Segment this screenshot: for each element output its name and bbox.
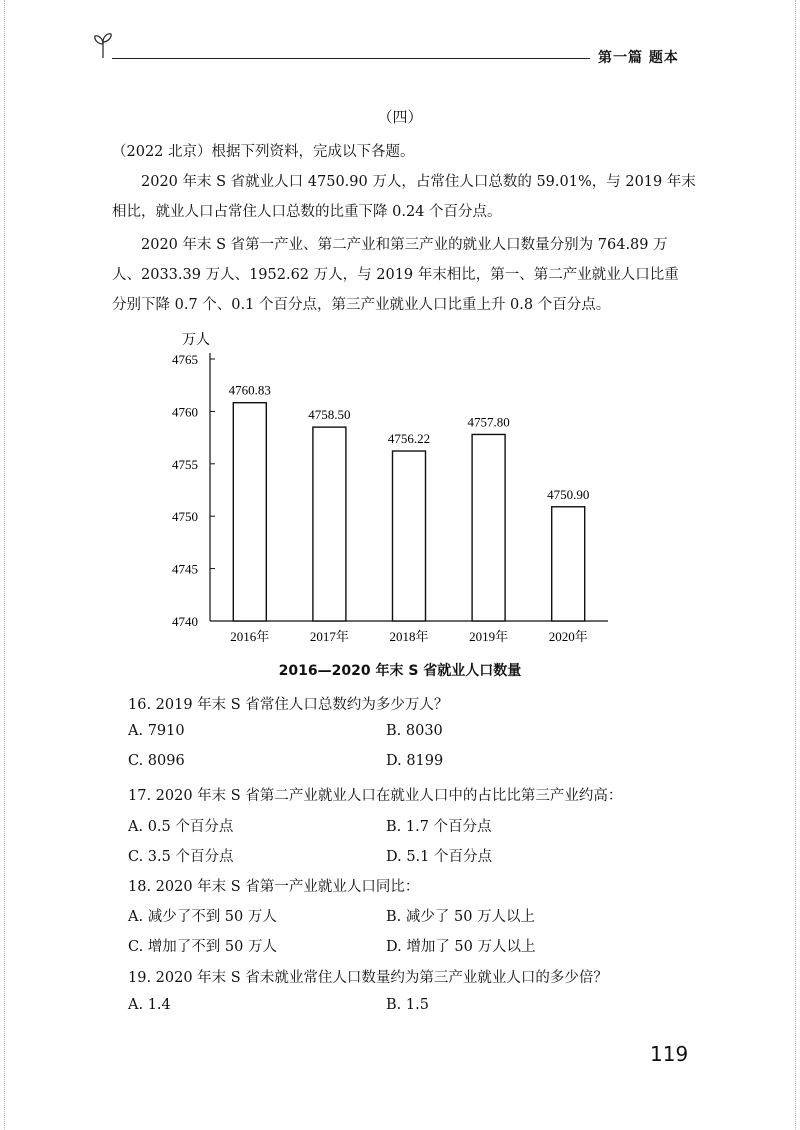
question-17-option-a[interactable]: A. 0.5 个百分点 — [128, 819, 234, 835]
paragraph-2 — [112, 230, 704, 320]
bar — [233, 403, 266, 621]
paragraph-1 — [112, 167, 704, 227]
y-tick-label: 4765 — [172, 352, 198, 367]
question-18-stem: 18. 2020 年末 S 省第一产业就业人口同比： — [128, 879, 420, 895]
x-tick-label: 2017年 — [309, 629, 349, 644]
question-16-stem: 16. 2019 年末 S 省常住人口总数约为多少万人？ — [128, 697, 449, 713]
x-tick-label: 2020年 — [548, 629, 588, 644]
question-16-option-c[interactable]: C. 8096 — [128, 753, 185, 769]
bar — [393, 451, 426, 621]
employment-bar-chart — [150, 324, 630, 654]
x-tick-label: 2019年 — [469, 629, 509, 644]
paragraph-2-line-3: 分别下降 0.7 个、0.1 个百分点，第三产业就业人口比重上升 0.8 个百分点。 — [112, 297, 611, 313]
bar — [472, 434, 505, 621]
question-19-option-a[interactable]: A. 1.4 — [128, 997, 171, 1013]
question-17-option-d[interactable]: D. 5.1 个百分点 — [386, 849, 492, 865]
scan-edge-left — [4, 0, 5, 1130]
question-19-stem: 19. 2020 年末 S 省未就业常住人口数量约为第三产业就业人口的多少倍？ — [128, 970, 608, 986]
question-17-stem: 17. 2020 年末 S 省第二产业就业人口在就业人口中的占比比第三产业约高： — [128, 788, 623, 804]
x-tick-label: 2016年 — [230, 629, 270, 644]
intro-text: （2022 北京）根据下列资料，完成以下各题。 — [112, 144, 415, 160]
page-number: 119 — [650, 1042, 689, 1066]
question-18-option-b[interactable]: B. 减少了 50 万人以上 — [386, 909, 536, 925]
question-19-option-b[interactable]: B. 1.5 — [386, 997, 429, 1013]
bar — [552, 507, 585, 621]
chart-title: 2016—2020 年末 S 省就业人口数量 — [278, 663, 522, 679]
paragraph-2-line-2: 人、2033.39 万人、1952.62 万人，与 2019 年末相比，第一、第二产业就业人口比重 — [112, 267, 679, 283]
bar-value-label: 4760.83 — [228, 382, 271, 398]
question-16-option-d[interactable]: D. 8199 — [386, 753, 444, 769]
question-18-option-a[interactable]: A. 减少了不到 50 万人 — [128, 909, 277, 925]
question-18-option-d[interactable]: D. 增加了 50 万人以上 — [386, 939, 536, 955]
question-17-option-c[interactable]: C. 3.5 个百分点 — [128, 849, 234, 865]
y-tick-label: 4745 — [172, 561, 198, 577]
x-tick-label: 2018年 — [389, 629, 429, 644]
y-tick-label: 4755 — [172, 456, 198, 472]
bar-value-label: 4758.50 — [308, 407, 351, 423]
sprout-icon — [88, 30, 118, 60]
paragraph-1-line-1: 2020 年末 S 省就业人口 4750.90 万人，占常住人口总数的 59.01%，与 2019 年末 — [141, 174, 696, 190]
section-label: （四） — [377, 108, 423, 126]
y-tick-label: 4740 — [172, 614, 198, 629]
question-16-option-a[interactable]: A. 7910 — [128, 723, 185, 739]
running-header: 第一篇 题本 — [598, 50, 679, 66]
scan-edge-right — [795, 0, 796, 1130]
question-16-option-b[interactable]: B. 8030 — [386, 723, 443, 739]
question-18-option-c[interactable]: C. 增加了不到 50 万人 — [128, 939, 277, 955]
question-17-option-b[interactable]: B. 1.7 个百分点 — [386, 819, 492, 835]
bar-value-label: 4757.80 — [467, 414, 510, 430]
paragraph-1-line-2: 相比，就业人口占常住人口总数的比重下降 0.24 个百分点。 — [112, 204, 502, 220]
header-rule — [112, 58, 590, 59]
paragraph-2-line-1: 2020 年末 S 省第一产业、第二产业和第三产业的就业人口数量分别为 764.89 万 — [141, 237, 668, 253]
bar-value-label: 4756.22 — [387, 431, 431, 447]
bar — [313, 427, 346, 621]
bar-value-label: 4750.90 — [547, 486, 590, 502]
y-tick-label: 4750 — [172, 509, 198, 525]
y-tick-label: 4760 — [172, 404, 198, 420]
y-axis-unit-label: 万人 — [182, 333, 210, 348]
